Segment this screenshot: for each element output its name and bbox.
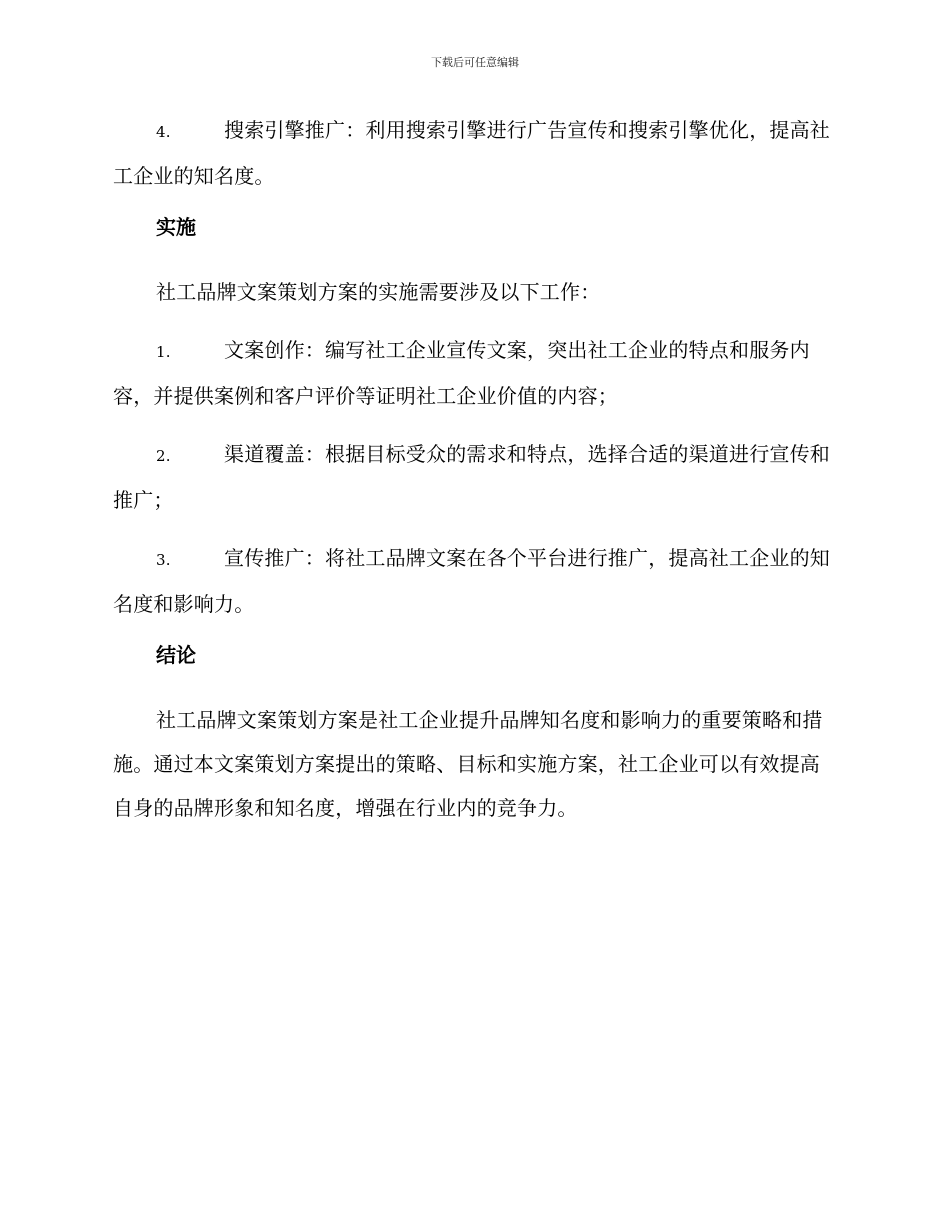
list-number: 2. xyxy=(156,447,171,465)
list-item-4 xyxy=(113,108,833,198)
list-text: 文案创作：编写社工企业宣传文案，突出社工企业的特点和服务内容，并提供案例和客户评价等证明社工企业价值的内容； xyxy=(113,338,810,408)
list-text: 渠道覆盖：根据目标受众的需求和特点，选择合适的渠道进行宣传和推广； xyxy=(113,442,830,512)
list-item-2 xyxy=(113,432,833,522)
list-text: 宣传推广：将社工品牌文案在各个平台进行推广，提高社工企业的知名度和影响力。 xyxy=(113,546,830,616)
conclusion-paragraph: 社工品牌文案策划方案是社工企业提升品牌知名度和影响力的重要策略和措施。通过本文案策划方案提出的策略、目标和实施方案，社工企业可以有效提高自身的品牌形象和知名度，增强在行业内的竞争力。 xyxy=(113,708,823,820)
list-item-1 xyxy=(113,328,833,418)
list-number: 4. xyxy=(156,123,171,141)
page-header: 下载后可任意编辑 xyxy=(431,56,519,69)
document-body xyxy=(113,108,833,844)
list-number: 3. xyxy=(156,551,171,569)
list-item-3 xyxy=(113,536,833,626)
section-heading-conclusion: 结论 xyxy=(156,643,196,667)
section-heading-implementation: 实施 xyxy=(156,215,196,239)
list-number: 1. xyxy=(156,343,171,361)
implementation-intro: 社工品牌文案策划方案的实施需要涉及以下工作： xyxy=(156,280,601,304)
list-text: 搜索引擎推广：利用搜索引擎进行广告宣传和搜索引擎优化，提高社工企业的知名度。 xyxy=(113,118,830,188)
